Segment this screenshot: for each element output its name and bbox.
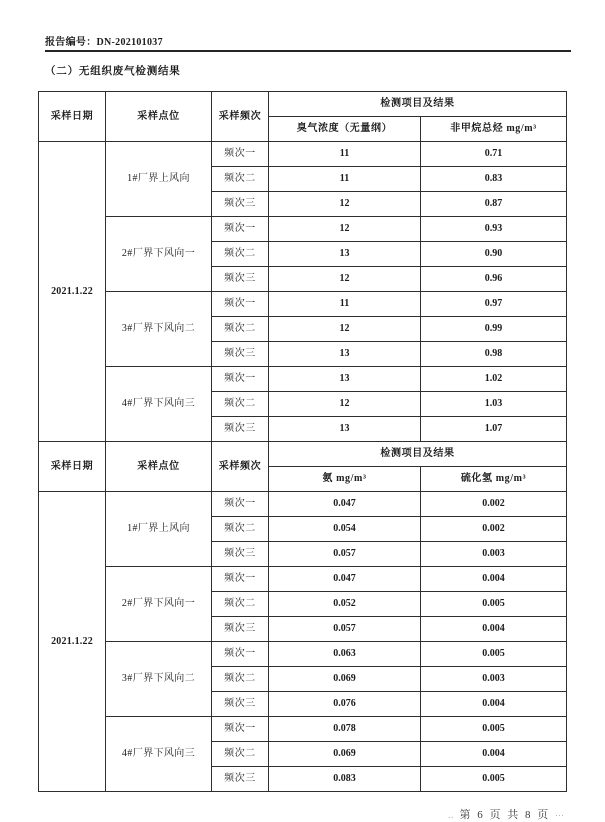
frequency-cell: 频次一 — [212, 292, 269, 317]
frequency-cell: 频次三 — [212, 767, 269, 792]
frequency-cell: 频次一 — [212, 217, 269, 242]
value-cell: 12 — [269, 392, 421, 417]
col-header-sampling-frequency: 采样频次 — [212, 442, 269, 492]
value-cell: 0.076 — [269, 692, 421, 717]
frequency-cell: 频次一 — [212, 142, 269, 167]
sampling-point-cell: 1#厂界上风向 — [106, 142, 212, 217]
frequency-cell: 频次二 — [212, 667, 269, 692]
value-cell: 0.004 — [421, 567, 567, 592]
value-cell: 0.003 — [421, 542, 567, 567]
table-row — [39, 642, 567, 667]
value-cell: 0.054 — [269, 517, 421, 542]
value-cell: 0.004 — [421, 742, 567, 767]
footer-right-dots: ⋯ — [555, 810, 565, 820]
sampling-date-cell: 2021.1.22 — [39, 142, 106, 442]
frequency-cell: 频次一 — [212, 642, 269, 667]
value-cell: 0.063 — [269, 642, 421, 667]
frequency-cell: 频次三 — [212, 692, 269, 717]
frequency-cell: 频次一 — [212, 567, 269, 592]
col-header-sampling-frequency: 采样频次 — [212, 92, 269, 142]
col-header-result-group: 检测项目及结果 — [269, 442, 567, 467]
value-cell: 12 — [269, 217, 421, 242]
value-cell: 1.02 — [421, 367, 567, 392]
frequency-cell: 频次二 — [212, 592, 269, 617]
table-row — [39, 492, 567, 517]
frequency-cell: 频次三 — [212, 192, 269, 217]
value-cell: 0.99 — [421, 317, 567, 342]
sampling-point-cell: 3#厂界下风向二 — [106, 642, 212, 717]
value-cell: 12 — [269, 267, 421, 292]
value-cell: 0.71 — [421, 142, 567, 167]
value-cell: 0.002 — [421, 517, 567, 542]
value-cell: 0.057 — [269, 617, 421, 642]
frequency-cell: 频次一 — [212, 367, 269, 392]
value-cell: 0.98 — [421, 342, 567, 367]
value-cell: 0.005 — [421, 717, 567, 742]
value-cell: 0.002 — [421, 492, 567, 517]
value-cell: 1.07 — [421, 417, 567, 442]
value-cell: 0.005 — [421, 592, 567, 617]
frequency-cell: 频次二 — [212, 517, 269, 542]
value-cell: 0.003 — [421, 667, 567, 692]
frequency-cell: 频次二 — [212, 242, 269, 267]
col-header-odor-concentration: 臭气浓度（无量纲） — [269, 117, 421, 142]
col-header-sampling-point: 采样点位 — [106, 92, 212, 142]
value-cell: 0.069 — [269, 742, 421, 767]
value-cell: 0.083 — [269, 767, 421, 792]
col-header-sampling-date: 采样日期 — [39, 442, 106, 492]
table-header-row — [39, 92, 567, 117]
frequency-cell: 频次二 — [212, 317, 269, 342]
sampling-point-cell: 2#厂界下风向一 — [106, 567, 212, 642]
frequency-cell: 频次三 — [212, 417, 269, 442]
frequency-cell: 频次二 — [212, 742, 269, 767]
col-header-hydrogen-sulfide: 硫化氢 mg/m³ — [421, 467, 567, 492]
frequency-cell: 频次三 — [212, 342, 269, 367]
value-cell: 12 — [269, 317, 421, 342]
col-header-sampling-point: 采样点位 — [106, 442, 212, 492]
value-cell: 13 — [269, 417, 421, 442]
frequency-cell: 频次一 — [212, 492, 269, 517]
value-cell: 13 — [269, 242, 421, 267]
col-header-result-group: 检测项目及结果 — [269, 92, 567, 117]
col-header-sampling-date: 采样日期 — [39, 92, 106, 142]
table-row — [39, 217, 567, 242]
value-cell: 0.96 — [421, 267, 567, 292]
table-row — [39, 292, 567, 317]
table-row — [39, 717, 567, 742]
col-header-nmhc: 非甲烷总烃 mg/m³ — [421, 117, 567, 142]
section-title: （二）无组织废气检测结果 — [45, 66, 181, 77]
sampling-point-cell: 1#厂界上风向 — [106, 492, 212, 567]
value-cell: 0.90 — [421, 242, 567, 267]
table-row — [39, 142, 567, 167]
table-row — [39, 567, 567, 592]
frequency-cell: 频次三 — [212, 617, 269, 642]
sampling-point-cell: 3#厂界下风向二 — [106, 292, 212, 367]
report-number-line — [45, 33, 571, 52]
value-cell: 0.005 — [421, 642, 567, 667]
sampling-point-cell: 4#厂界下风向三 — [106, 717, 212, 792]
value-cell: 0.004 — [421, 617, 567, 642]
report-number-value: DN-202101037 — [96, 37, 163, 48]
sampling-point-cell: 2#厂界下风向一 — [106, 217, 212, 292]
value-cell: 0.93 — [421, 217, 567, 242]
value-cell: 0.87 — [421, 192, 567, 217]
value-cell: 0.057 — [269, 542, 421, 567]
value-cell: 0.052 — [269, 592, 421, 617]
value-cell: 1.03 — [421, 392, 567, 417]
col-header-ammonia: 氨 mg/m³ — [269, 467, 421, 492]
fugitive-gas-table-ammonia-h2s — [38, 441, 567, 792]
frequency-cell: 频次二 — [212, 167, 269, 192]
value-cell: 0.069 — [269, 667, 421, 692]
report-number-label: 报告编号： — [45, 37, 97, 48]
frequency-cell: 频次三 — [212, 542, 269, 567]
results-tables — [38, 91, 566, 792]
frequency-cell: 频次二 — [212, 392, 269, 417]
value-cell: 0.83 — [421, 167, 567, 192]
value-cell: 0.005 — [421, 767, 567, 792]
value-cell: 0.047 — [269, 492, 421, 517]
page-number-text: 第 6 页 共 8 页 — [459, 809, 551, 821]
value-cell: 11 — [269, 142, 421, 167]
footer-left-dots: ‥ — [447, 810, 455, 820]
value-cell: 11 — [269, 167, 421, 192]
frequency-cell: 频次三 — [212, 267, 269, 292]
value-cell: 13 — [269, 367, 421, 392]
page-footer — [0, 807, 565, 822]
value-cell: 0.047 — [269, 567, 421, 592]
value-cell: 0.004 — [421, 692, 567, 717]
table-row — [39, 367, 567, 392]
table-header-row — [39, 442, 567, 467]
value-cell: 0.078 — [269, 717, 421, 742]
value-cell: 12 — [269, 192, 421, 217]
frequency-cell: 频次一 — [212, 717, 269, 742]
value-cell: 11 — [269, 292, 421, 317]
sampling-point-cell: 4#厂界下风向三 — [106, 367, 212, 442]
value-cell: 0.97 — [421, 292, 567, 317]
value-cell: 13 — [269, 342, 421, 367]
fugitive-gas-table-odor-nmhc — [38, 91, 567, 442]
sampling-date-cell: 2021.1.22 — [39, 492, 106, 792]
